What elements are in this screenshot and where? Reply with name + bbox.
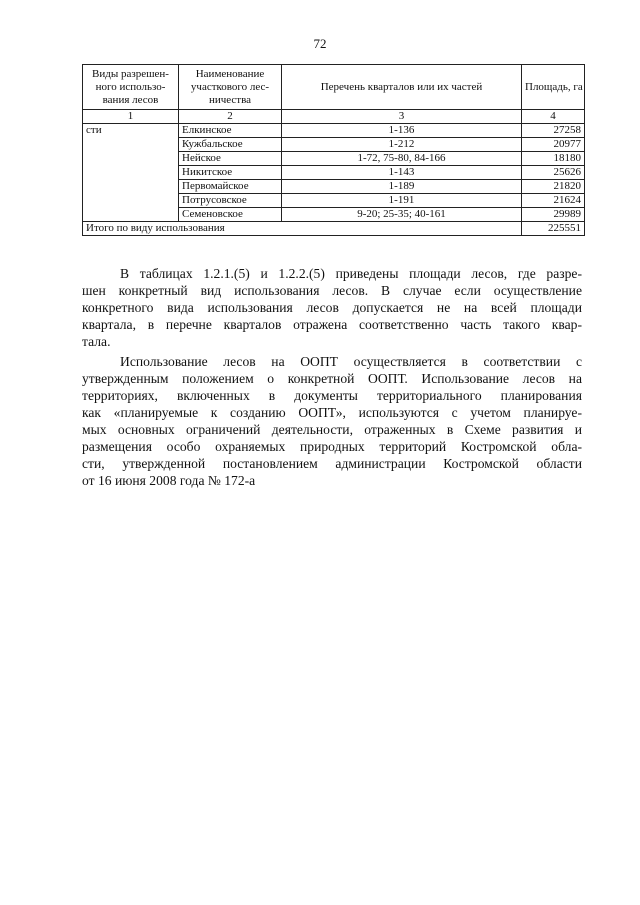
forest-usage-table (82, 64, 585, 236)
page-number: 72 (313, 36, 327, 51)
quarters-list: 1-191 (282, 194, 522, 208)
quarters-list: 1-212 (282, 138, 522, 152)
header-quarters-list: Перечень кварталов или их частей (282, 65, 522, 110)
quarters-list: 1-136 (282, 124, 522, 138)
header-area: Площадь, га (522, 65, 585, 110)
paragraph-area-explanation (82, 265, 582, 350)
total-value: 225551 (522, 222, 585, 236)
column-number: 2 (179, 110, 282, 124)
area-value: 25626 (522, 166, 585, 180)
total-label: Итого по виду использования (83, 222, 522, 236)
column-number-row (83, 110, 585, 124)
column-number: 1 (83, 110, 179, 124)
text-line: утвержденным положением о конкретной ООПТ. Использование лесов на (82, 371, 582, 386)
text-line: сти, утвержденной постановлением администрации Костромской области (82, 456, 582, 471)
text-line: как «планируемые к созданию ООПТ», используются с учетом планируе- (82, 405, 582, 420)
forestry-name: Потрусовское (179, 194, 282, 208)
total-row (83, 222, 585, 236)
quarters-list: 1-143 (282, 166, 522, 180)
paragraph-oopt-usage (82, 353, 582, 489)
header-forestry-name: Наименование участкового лес- ничества (179, 65, 282, 110)
forestry-name: Первомайское (179, 180, 282, 194)
forestry-name: Елкинское (179, 124, 282, 138)
column-number: 3 (282, 110, 522, 124)
text-line: от 16 июня 2008 года № 172-а (82, 473, 256, 488)
text-line: В таблицах 1.2.1.(5) и 1.2.2.(5) приведены площади лесов, где разре- (120, 266, 582, 281)
text-line: мых основных ограничений деятельности, отраженных в Схеме развития и (82, 422, 582, 437)
area-value: 18180 (522, 152, 585, 166)
quarters-list: 1-189 (282, 180, 522, 194)
usage-type-cell: сти (83, 124, 179, 222)
area-value: 20977 (522, 138, 585, 152)
text-line: квартала, в перечне кварталов отражена соответственно часть такого квар- (82, 317, 582, 332)
quarters-list: 9-20; 25-35; 40-161 (282, 208, 522, 222)
text-line: размещения особо охраняемых природных территорий Костромской обла- (82, 439, 582, 454)
table-header-row (83, 65, 585, 110)
area-value: 21624 (522, 194, 585, 208)
forestry-name: Семеновское (179, 208, 282, 222)
text-line: Использование лесов на ООПТ осуществляется в соответствии с (120, 354, 582, 369)
column-number: 4 (522, 110, 585, 124)
area-value: 21820 (522, 180, 585, 194)
forestry-name: Нейское (179, 152, 282, 166)
area-value: 29989 (522, 208, 585, 222)
forestry-name: Никитское (179, 166, 282, 180)
text-line: конкретного вида использования лесов допускается не на всей площади (82, 300, 582, 315)
forestry-name: Кужбальское (179, 138, 282, 152)
text-line: территориях, включенных в документы территориального планирования (82, 388, 582, 403)
header-usage-type: Виды разрешен- ного использо- вания лесов (83, 65, 179, 110)
area-value: 27258 (522, 124, 585, 138)
text-line: шен конкретный вид использования лесов. В случае если осуществление (82, 283, 582, 298)
table-row (83, 124, 585, 138)
text-line: тала. (82, 334, 111, 349)
quarters-list: 1-72, 75-80, 84-166 (282, 152, 522, 166)
